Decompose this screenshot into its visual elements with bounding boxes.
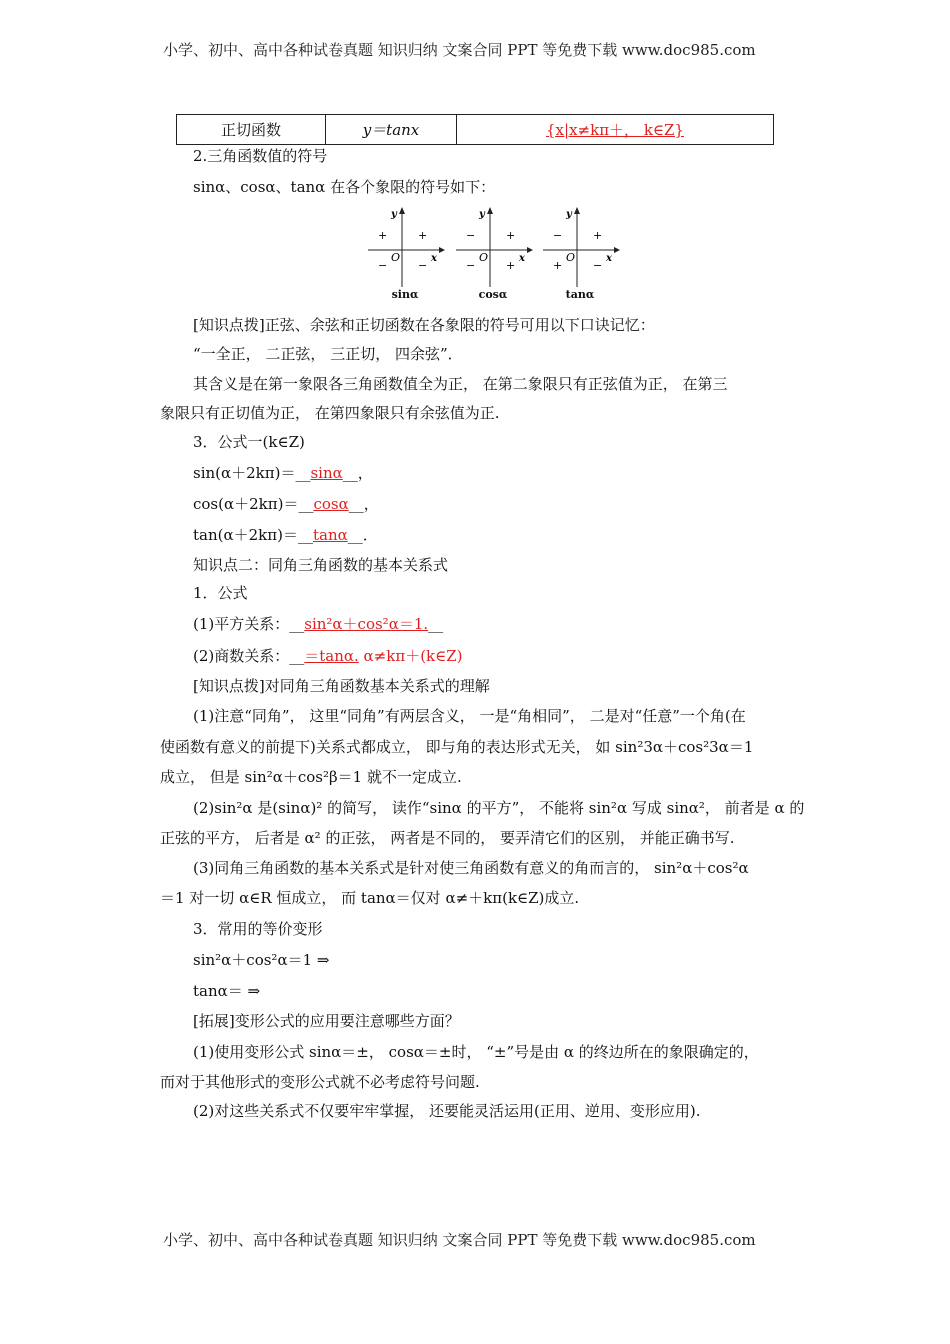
section-heading: 3．常用的等价变形 [193, 920, 323, 938]
formula-line [193, 525, 378, 545]
text-line: 正弦的平方， 后者是 α² 的正弦， 两者是不同的， 要弄清它们的区别， 并能正确书写. [160, 829, 735, 847]
text-line: 使函数有意义的前提下)关系式都成立， 即与角的表达形式无关， 如 sin²3α＋cos²3α＝1 [160, 738, 754, 756]
tip-heading: [知识点拨]正弦、余弦和正切函数在各象限的符号可用以下口诀记忆： [193, 316, 655, 334]
table-cell-name: 正切函数 [177, 115, 326, 145]
origin-label: O [479, 251, 489, 264]
text: __． [347, 526, 378, 544]
y-axis-label: y [391, 209, 397, 220]
q4-sign: + [506, 259, 516, 272]
text: __， [342, 464, 373, 482]
text-line: (3)同角三角函数的基本关系式是针对使三角函数有意义的角而言的， sin²α＋cos²α [193, 859, 749, 877]
q2-sign: + [378, 229, 388, 242]
sign-diagram-sin [365, 205, 445, 301]
axes-icon [365, 205, 445, 287]
q3-sign: − [378, 259, 388, 272]
text-line: sinα、cosα、tanα 在各个象限的符号如下： [193, 178, 496, 196]
q4-sign: − [593, 259, 603, 272]
formula-line [193, 646, 463, 666]
answer: ＝tanα. [304, 647, 359, 665]
text: tan(α＋2kπ)＝__ [193, 526, 313, 544]
text: (2)商数关系：__ [193, 647, 305, 665]
table-cell-domain [457, 115, 774, 145]
domain-table [176, 114, 774, 145]
x-axis-label: x [519, 253, 525, 264]
text-line: 象限只有正切值为正， 在第四象限只有余弦值为正. [160, 404, 500, 422]
page-header: 小学、初中、高中各种试卷真题 知识归纳 文案合同 PPT 等免费下载 www.doc985.com [163, 41, 756, 59]
x-axis-label: x [606, 253, 612, 264]
text-line: (2)sin²α 是(sinα)² 的简写， 读作“sinα 的平方”， 不能将 sin²α 写成 sinα²， 前者是 α 的 [193, 799, 805, 817]
diagram-label: sinα [391, 288, 419, 301]
q2-sign: − [553, 229, 563, 242]
diagram-label: cosα [478, 288, 508, 301]
text: cos(α＋2kπ)＝__ [193, 495, 314, 513]
text-line: (2)对这些关系式不仅要牢牢掌握， 还要能灵活运用(正用、逆用、变形应用). [193, 1102, 701, 1120]
sign-diagram-tan [540, 205, 620, 301]
formula-line [193, 494, 379, 514]
y-axis-label: y [479, 209, 485, 220]
q1-sign: + [506, 229, 516, 242]
formula-line: sin²α＋cos²α＝1 ⇒ [193, 951, 330, 969]
section-heading: 2.三角函数值的符号 [193, 147, 328, 165]
axes-icon [540, 205, 620, 287]
tip-heading: [知识点拨]对同角三角函数基本关系式的理解 [193, 677, 490, 695]
q4-sign: − [418, 259, 428, 272]
axes-icon [453, 205, 533, 287]
y-axis-label: y [566, 209, 572, 220]
sign-diagram-cos [453, 205, 533, 301]
x-axis-label: x [431, 253, 437, 264]
domain-answer: {x|x≠kπ＋， k∈Z} [546, 121, 684, 139]
text-line: ＝1 对一切 α∈R 恒成立， 而 tanα＝仅对 α≠＋kπ(k∈Z)成立. [160, 889, 580, 907]
tip-heading: [拓展]变形公式的应用要注意哪些方面？ [193, 1012, 460, 1030]
text: (1)平方关系：__ [193, 615, 305, 633]
origin-label: O [566, 251, 576, 264]
formula-line [193, 614, 443, 634]
q1-sign: + [418, 229, 428, 242]
section-heading: 知识点二：同角三角函数的基本关系式 [193, 556, 449, 574]
q1-sign: + [593, 229, 603, 242]
text: sin(α＋2kπ)＝__ [193, 464, 311, 482]
formula-line: tanα＝ ⇒ [193, 982, 261, 1000]
q3-sign: − [466, 259, 476, 272]
answer: sinα [310, 464, 343, 482]
text: __ [428, 615, 444, 633]
diagram-label: tanα [565, 288, 595, 301]
answer: sin²α＋cos²α＝1. [304, 615, 429, 633]
answer: cosα [313, 495, 349, 513]
formula-line [193, 463, 373, 483]
q2-sign: − [466, 229, 476, 242]
text: __， [348, 495, 379, 513]
section-heading: 3．公式一(k∈Z) [193, 433, 305, 451]
text-line: (1)使用变形公式 sinα＝±， cosα＝±时， “±”号是由 α 的终边所在的象限确定的， [193, 1043, 759, 1061]
q3-sign: + [553, 259, 563, 272]
text-line: (1)注意“同角”， 这里“同角”有两层含义， 一是“角相同”， 二是对“任意”一个角(在 [193, 707, 746, 725]
answer: α≠kπ＋(k∈Z) [358, 647, 463, 665]
text-line: “一全正， 二正弦， 三正切， 四余弦”． [193, 345, 463, 363]
origin-label: O [391, 251, 401, 264]
answer: tanα [312, 526, 348, 544]
page-footer: 小学、初中、高中各种试卷真题 知识归纳 文案合同 PPT 等免费下载 www.doc985.com [163, 1231, 756, 1249]
table-cell-func: y＝tanx [326, 115, 457, 145]
text-line: 成立， 但是 sin²α＋cos²β＝1 就不一定成立. [160, 768, 462, 786]
text-line: 而对于其他形式的变形公式就不必考虑符号问题. [160, 1073, 480, 1091]
text-line: 其含义是在第一象限各三角函数值全为正， 在第二象限只有正弦值为正， 在第三 [193, 375, 728, 393]
section-heading: 1．公式 [193, 584, 248, 602]
